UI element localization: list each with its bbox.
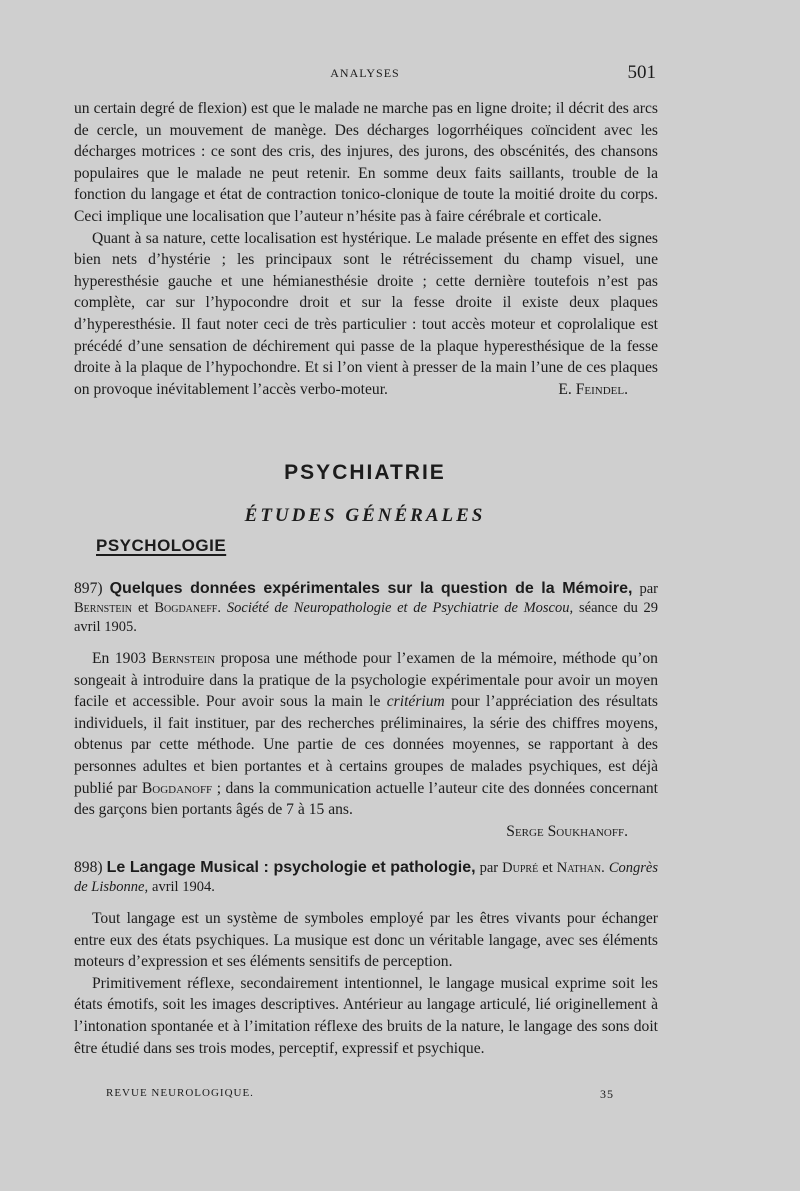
paragraph: Quant à sa nature, cette localisation est hystérique. Le malade présente en effet des signes bien nets d’hystérie ; les principaux sont le rétrécissement du champ visuel, une hyperesthésie gauche et une hémianesthésie droite ; cette dernière toutefois n’est pas complète, car sur l’hypocondre droit et sur la fesse droite il existe deux plaques d’hyperesthésie. Il faut noter ceci de très particulier : tout accès moteur et coprolalique est précédé d’une sensation de déchirement qui passe de la plaque hyperesthésique de la fesse droite à la plaque de l’hypochondre. Et si l’on vient à presser de la main l’une de ces plaques on provoque inévitablement l’accès verbo-moteur. E. Feindel. [74, 228, 658, 401]
author: Nathan. [556, 860, 605, 876]
entry-title: Quelques données expérimentales sur la question de la Mémoire, [109, 580, 633, 597]
sheet-number: 35 [600, 1087, 614, 1101]
journal-name: REVUE NEUROLOGIQUE. [106, 1087, 254, 1099]
entry-898 [74, 858, 658, 1059]
date: avril 1904. [152, 879, 215, 895]
entry-number: 897) [74, 580, 103, 597]
paragraph: Primitivement réflexe, secondairement intentionnel, le langage musical exprime soit les états émotifs, soit les images descriptives. Antérieur au langage articulé, lié originellement à l’intonation spontanée et à l’imitation réflexe des bruits de la nature, le langage des sons doit être étudié dans ses trois modes, perceptif, expressif et psychique. [74, 974, 658, 1057]
source: Société de Neuropathologie et de Psychiatrie de Moscou, [226, 600, 574, 616]
previous-article [74, 98, 658, 400]
section-title: PSYCHIATRIE [284, 461, 446, 484]
page-footer [106, 1087, 614, 1102]
paragraph: Tout langage est un système de symboles employé par les êtres vivants pour échanger entre eux des états psychiques. La musique est donc un véritable langage, avec ses éléments moteurs d’expression et ses éléments sensitifs de perception. [74, 910, 658, 971]
signature: Serge Soukhanoff. [506, 822, 628, 840]
author: Bogdaneff. [154, 600, 221, 616]
abstract: En 1903 Bernstein proposa une méthode pour l’examen de la mémoire, méthode qu’on songeait à introduire dans la pratique de la psychologie expérimentale pour avoir un moyen facile et accessible. Pour avoir sous la main le critérium pour l’appréciation des résultats individuels, il fait instituer, par des recherches préliminaires, la série des chiffres moyens, obtenus par cette méthode. Une partie de ces données moyennes, se rapportant à des personnes adultes et bien portantes et à certains groupes de malades psychiques, est déjà publié par Bogdanoff ; dans la communication actuelle l’auteur cite des données concernant des garçons bien portants âgés de 7 à 15 ans. [74, 650, 658, 819]
subsection-title: ÉTUDES GÉNÉRALES [244, 505, 486, 526]
author: Dupré [502, 860, 539, 876]
entry-number: 898) [74, 859, 103, 876]
page-number: 501 [627, 62, 656, 83]
source: Congrès de Lisbonne, [74, 860, 658, 895]
page-header [74, 62, 656, 84]
author: Bernstein [74, 600, 133, 616]
signature: E. Feindel. [558, 380, 628, 398]
entry-heading: 898) Le Langage Musical : psychologie et pathologie, par Dupré et Nathan. Congrès de Lisbonne, avril 1904. [74, 859, 658, 895]
paragraph: un certain degré de flexion) est que le malade ne marche pas en ligne droite; il décrit des arcs de cercle, un mouvement de manège. Des décharges logorrhéiques coïncident avec les décharges motrices : ce sont des cris, des injures, des jurons, des obscénités, des chansons populaires que le malade ne peut retenir. En somme deux faits saillants, trouble de la fonction du langage et état de contraction tonico-clonique de toute la moitié droite du corps. Ceci implique une localisation que l’auteur n’hésite pas à faire cérébrale et corticale. [74, 100, 658, 225]
entry-heading: 897) Quelques données expérimentales sur la question de la Mémoire, par Bernstein et Bogdaneff. Société de Neuropathologie et de Psychiatrie de Moscou, séance du 29 avril 1905. [74, 580, 658, 635]
running-title: ANALYSES [330, 66, 400, 80]
date: séance du 29 avril 1905. [74, 600, 658, 635]
rubric-heading: PSYCHOLOGIE [96, 536, 227, 555]
entry-title: Le Langage Musical : psychologie et pathologie, [106, 859, 476, 876]
entry-897 [74, 579, 658, 842]
